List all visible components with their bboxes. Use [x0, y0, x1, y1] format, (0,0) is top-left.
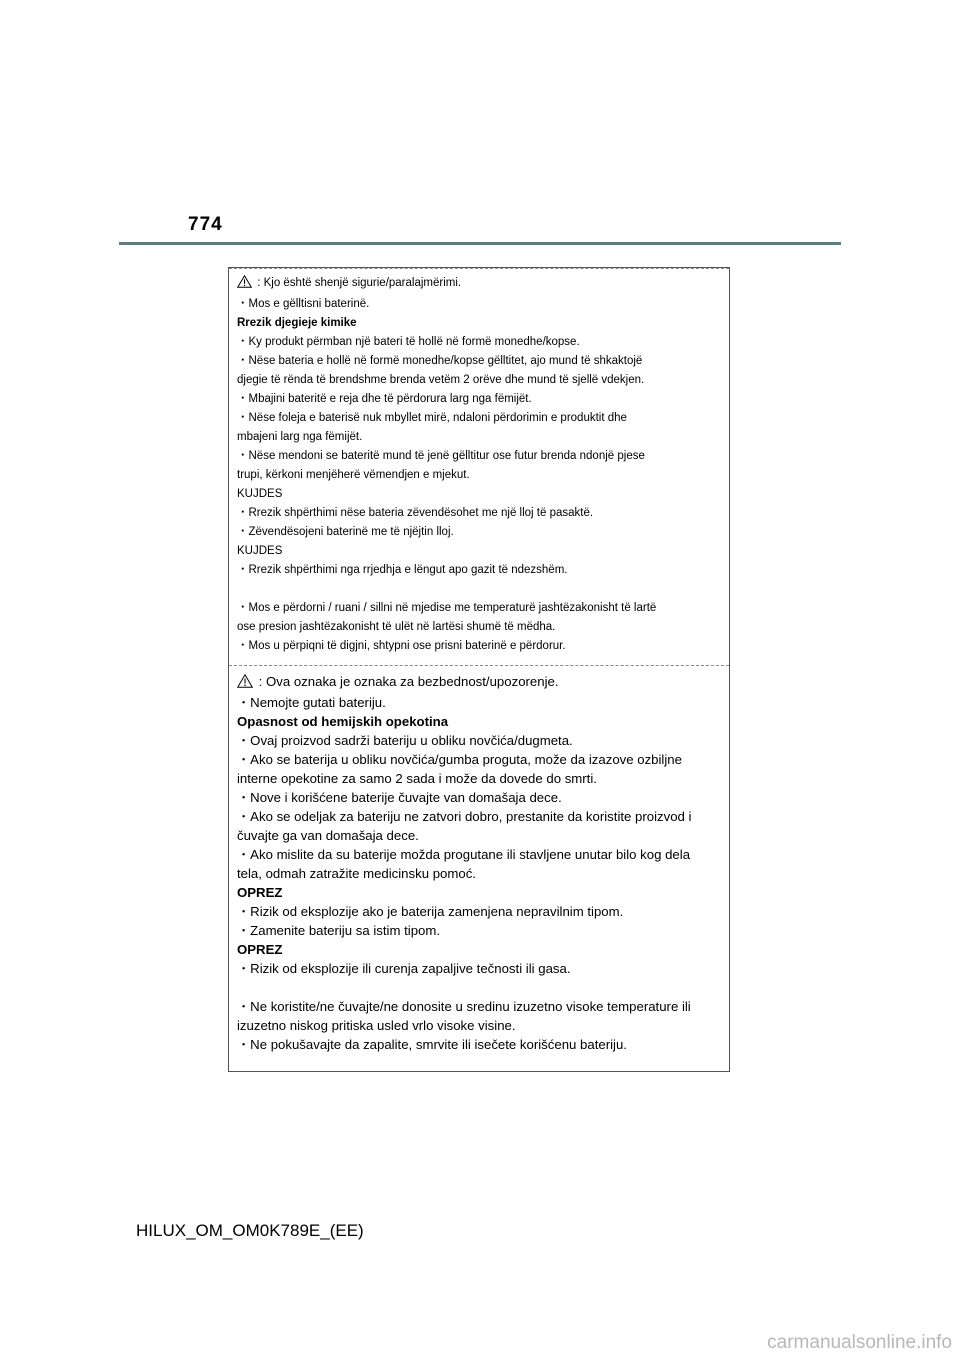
albanian-warning-lines: [237, 295, 721, 656]
box-top-dashed-border: [229, 268, 729, 269]
warning-triangle-icon: [237, 674, 253, 693]
serbian-warning-heading: [237, 672, 721, 693]
blank-line: [237, 978, 721, 997]
warning-text-line: ・Ne koristite/ne čuvajte/ne donosite u sredinu izuzetno visoke temperature ili: [237, 999, 691, 1014]
warning-text-line: Opasnost od hemijskih opekotina: [237, 714, 449, 729]
header-rule: [119, 242, 841, 245]
warning-text-line: ・Mos e përdorni / ruani / sillni në mjedise me temperaturë jashtëzakonisht të lartë: [237, 602, 657, 614]
warning-text-line: ・Zamenite bateriju sa istim tipom.: [237, 923, 441, 938]
albanian-heading-text: : Kjo është shenjë sigurie/paralajmërimi.: [257, 277, 462, 289]
warning-text-line: OPREZ: [237, 885, 283, 900]
warning-triangle-icon: [237, 275, 252, 295]
section-divider: [229, 665, 729, 666]
blank-line: [237, 580, 721, 599]
warning-text-line: ・Mos e gëlltisni baterinë.: [237, 298, 370, 310]
warning-text-line: ・Rizik od eksplozije ako je baterija zamenjena nepravilnim tipom.: [237, 904, 624, 919]
warning-text-line: ・Ako mislite da su baterije možda progutane ili stavljene unutar bilo kog dela: [237, 847, 691, 862]
warning-text-line: OPREZ: [237, 942, 283, 957]
warning-text-line: ・Nëse foleja e baterisë nuk mbyllet mirë, ndaloni përdorimin e produktit dhe: [237, 412, 627, 424]
albanian-warning-section: [237, 274, 721, 656]
warning-text-line: ・Ky produkt përmban një bateri të hollë në formë monedhe/kopse.: [237, 336, 580, 348]
warning-text-line: ・Nemojte gutati bateriju.: [237, 695, 386, 710]
albanian-warning-heading: [237, 274, 721, 295]
warning-text-line: ・Nove i korišćene baterije čuvajte van domašaja dece.: [237, 790, 562, 805]
warning-text-line: izuzetno niskog pritiska usled vrlo visoke visine.: [237, 1018, 516, 1033]
watermark: carmanualsonline.info: [767, 1332, 952, 1353]
warning-text-line: trupi, kërkoni menjëherë vëmendjen e mjekut.: [237, 469, 470, 481]
warning-text-line: ・Ovaj proizvod sadrži bateriju u obliku novčića/dugmeta.: [237, 733, 573, 748]
warning-text-line: ・Rrezik shpërthimi nëse bateria zëvendësohet me një lloj të pasaktë.: [237, 507, 594, 519]
serbian-heading-text: : Ova oznaka je oznaka za bezbednost/upozorenje.: [258, 674, 559, 689]
page-number: 774: [188, 214, 223, 235]
warning-text-line: ・Rizik od eksplozije ili curenja zapaljive tečnosti ili gasa.: [237, 961, 571, 976]
document-footer-code: HILUX_OM_OM0K789E_(EE): [136, 1221, 364, 1240]
serbian-warning-lines: [237, 693, 721, 1054]
battery-warning-box: [228, 267, 730, 1072]
warning-text-line: ・Nëse bateria e hollë në formë monedhe/kopse gëlltitet, ajo mund të shkaktojë: [237, 355, 643, 367]
warning-text-line: ・Mbajini bateritë e reja dhe të përdorura larg nga fëmijët.: [237, 393, 532, 405]
warning-text-line: ・Mos u përpiqni të digjni, shtypni ose prisni baterinë e përdorur.: [237, 640, 566, 652]
warning-text-line: ose presion jashtëzakonisht të ulët në lartësi shumë të mëdha.: [237, 621, 556, 633]
warning-text-line: ・Zëvendësojeni baterinë me të njëjtin lloj.: [237, 526, 454, 538]
warning-text-line: KUJDES: [237, 545, 283, 557]
warning-text-line: djegie të rënda të brendshme brenda vetëm 2 orëve dhe mund të sjellë vdekjen.: [237, 374, 645, 386]
warning-text-line: ・Ne pokušavajte da zapalite, smrvite ili isečete korišćenu bateriju.: [237, 1037, 627, 1052]
warning-text-line: ・Rrezik shpërthimi nga rrjedhja e lëngut apo gazit të ndezshëm.: [237, 564, 568, 576]
warning-text-line: Rrezik djegieje kimike: [237, 317, 357, 329]
warning-text-line: mbajeni larg nga fëmijët.: [237, 431, 363, 443]
warning-text-line: ・Ako se baterija u obliku novčića/gumba proguta, može da izazove ozbiljne: [237, 752, 682, 767]
warning-text-line: KUJDES: [237, 488, 283, 500]
warning-text-line: ・Ako se odeljak za bateriju ne zatvori dobro, prestanite da koristite proizvod i: [237, 809, 692, 824]
warning-text-line: tela, odmah zatražite medicinsku pomoć.: [237, 866, 476, 881]
warning-text-line: ・Nëse mendoni se bateritë mund të jenë gëlltitur ose futur brenda ndonjë pjese: [237, 450, 645, 462]
warning-text-line: čuvajte ga van domašaja dece.: [237, 828, 419, 843]
serbian-warning-section: [237, 672, 721, 1054]
warning-text-line: interne opekotine za samo 2 sada i može da dovede do smrti.: [237, 771, 597, 786]
